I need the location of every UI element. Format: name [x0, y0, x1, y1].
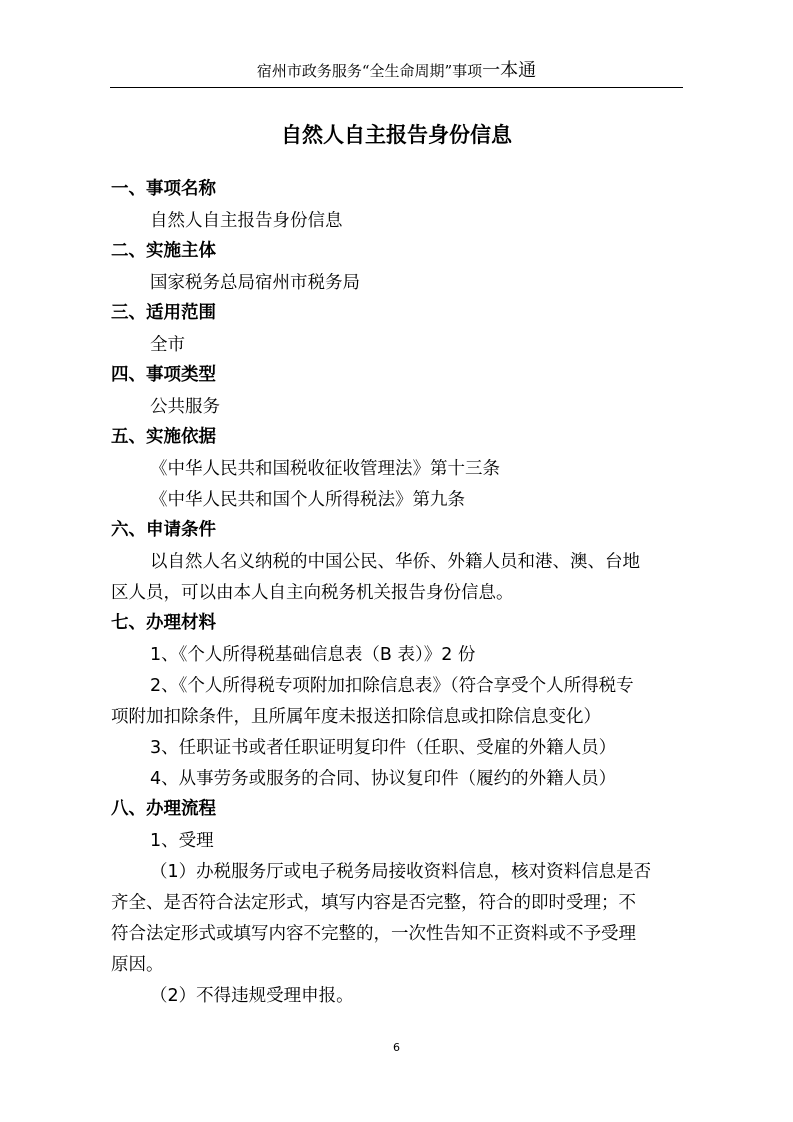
material-item: 1、《个人所得税基础信息表（B 表）》2 份	[150, 645, 476, 665]
legal-basis-item: 《中华人民共和国税收征收管理法》第十三条	[150, 459, 500, 479]
item-type-value: 公共服务	[150, 397, 220, 417]
legal-basis-item: 《中华人民共和国个人所得税法》第九条	[150, 490, 465, 510]
material-item: 3、任职证书或者任职证明复印件（任职、受雇的外籍人员）	[150, 738, 617, 758]
section-heading-scope: 三、适用范围	[111, 303, 216, 323]
process-text-line: 原因。	[111, 955, 164, 975]
section-heading-legal-basis: 五、实施依据	[111, 427, 216, 447]
process-text-line: 齐全、是否符合法定形式，填写内容是否完整，符合的即时受理；不	[111, 893, 636, 913]
process-text-line: （2）不得违规受理申报。	[150, 986, 354, 1006]
material-item: 4、从事劳务或服务的合同、协议复印件（履约的外籍人员）	[150, 769, 617, 789]
section-heading-process: 八、办理流程	[111, 799, 216, 819]
section-heading-item-name: 一、事项名称	[111, 179, 216, 199]
scope-value: 全市	[150, 335, 185, 355]
section-heading-item-type: 四、事项类型	[111, 365, 216, 385]
item-name-value: 自然人自主报告身份信息	[150, 211, 343, 231]
header-rule	[110, 87, 683, 88]
page-number: 6	[393, 1041, 400, 1054]
process-step-title: 1、受理	[150, 831, 214, 851]
running-header-text: 宿州市政务服务“全生命周期”事项	[256, 62, 483, 80]
process-text-line: （1）办税服务厅或电子税务局接收资料信息，核对资料信息是否	[150, 862, 652, 882]
implementing-body-value: 国家税务总局宿州市税务局	[150, 273, 360, 293]
section-heading-materials: 七、办理材料	[111, 613, 216, 633]
section-heading-implementing-body: 二、实施主体	[111, 241, 216, 261]
running-header	[0, 62, 793, 80]
material-item: 2、《个人所得税专项附加扣除信息表》（符合享受个人所得税专	[150, 676, 634, 696]
conditions-text-line: 以自然人名义纳税的中国公民、华侨、外籍人员和港、澳、台地	[150, 552, 640, 572]
process-text-line: 符合法定形式或填写内容不完整的，一次性告知不正资料或不予受理	[111, 924, 636, 944]
material-item-continuation: 项附加扣除条件，且所属年度未报送扣除信息或扣除信息变化）	[111, 707, 601, 727]
running-header-tail: 一本通	[482, 60, 537, 81]
document-title: 自然人自主报告身份信息	[281, 123, 512, 147]
conditions-text-line: 区人员，可以由本人自主向税务机关报告身份信息。	[111, 583, 514, 603]
section-heading-conditions: 六、申请条件	[111, 520, 216, 540]
